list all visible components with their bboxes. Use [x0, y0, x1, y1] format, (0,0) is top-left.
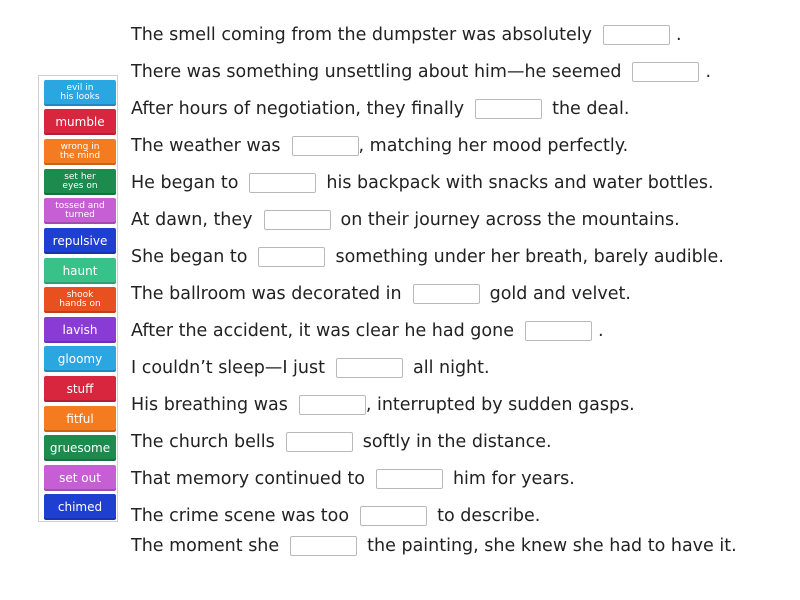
- sentence-row: [131, 59, 711, 85]
- sentence-row: [131, 355, 490, 381]
- word-tile[interactable]: gruesome: [44, 435, 116, 461]
- sentence-after-text: .: [675, 25, 682, 45]
- sentence-before-text: She began to: [131, 247, 248, 267]
- sentence-before-text: After hours of negotiation, they finally: [131, 99, 465, 119]
- word-tile[interactable]: mumble: [44, 109, 116, 135]
- sentence-row: [131, 429, 552, 455]
- word-tile[interactable]: tossed and turned: [44, 198, 116, 224]
- sentence-before-text: The weather was: [131, 136, 281, 156]
- sentence-row: [131, 533, 737, 559]
- answer-drop-slot[interactable]: [286, 432, 353, 452]
- sentence-after-text: to describe.: [437, 506, 541, 526]
- sentence-before-text: The smell coming from the dumpster was absolutely: [131, 25, 592, 45]
- word-tile[interactable]: repulsive: [44, 228, 116, 254]
- word-bank: [38, 75, 118, 522]
- word-tile[interactable]: gloomy: [44, 346, 116, 372]
- sentence-row: [131, 170, 714, 196]
- sentence-row: [131, 22, 682, 48]
- answer-drop-slot[interactable]: [258, 247, 325, 267]
- sentence-after-text: the deal.: [552, 99, 630, 119]
- answer-drop-slot[interactable]: [603, 25, 670, 45]
- answer-drop-slot[interactable]: [475, 99, 542, 119]
- sentence-before-text: He began to: [131, 173, 239, 193]
- sentence-after-text: him for years.: [452, 469, 575, 489]
- sentence-after-text: , interrupted by sudden gasps.: [365, 395, 635, 415]
- sentence-after-text: something under her breath, barely audible.: [335, 247, 724, 267]
- word-tile[interactable]: haunt: [44, 258, 116, 284]
- sentence-after-text: his backpack with snacks and water bottles.: [326, 173, 714, 193]
- sentence-after-text: the painting, she knew she had to have it.: [367, 536, 737, 556]
- word-tile[interactable]: set her eyes on: [44, 169, 116, 195]
- answer-drop-slot[interactable]: [249, 173, 316, 193]
- sentence-after-text: all night.: [412, 358, 490, 378]
- sentence-row: [131, 318, 604, 344]
- answer-drop-slot[interactable]: [525, 321, 592, 341]
- answer-drop-slot[interactable]: [360, 506, 427, 526]
- word-tile[interactable]: set out: [44, 465, 116, 491]
- sentence-before-text: The crime scene was too: [131, 506, 350, 526]
- answer-drop-slot[interactable]: [290, 536, 357, 556]
- word-tile[interactable]: stuff: [44, 376, 116, 402]
- sentence-after-text: .: [705, 62, 712, 82]
- sentence-before-text: His breathing was: [131, 395, 288, 415]
- word-tile[interactable]: wrong in the mind: [44, 139, 116, 165]
- word-tile[interactable]: lavish: [44, 317, 116, 343]
- sentence-before-text: At dawn, they: [131, 210, 253, 230]
- sentence-after-text: .: [597, 321, 604, 341]
- sentence-before-text: That memory continued to: [131, 469, 365, 489]
- sentence-before-text: The ballroom was decorated in: [131, 284, 402, 304]
- sentence-before-text: After the accident, it was clear he had gone: [131, 321, 514, 341]
- sentence-row: [131, 503, 540, 529]
- sentence-after-text: gold and velvet.: [489, 284, 631, 304]
- answer-drop-slot[interactable]: [264, 210, 331, 230]
- sentence-row: [131, 244, 724, 270]
- sentence-row: [131, 207, 680, 233]
- sentence-before-text: There was something unsettling about him—he seemed: [131, 62, 622, 82]
- answer-drop-slot[interactable]: [376, 469, 443, 489]
- answer-drop-slot[interactable]: [632, 62, 699, 82]
- sentence-row: [131, 392, 635, 418]
- sentence-after-text: , matching her mood perfectly.: [358, 136, 629, 156]
- sentence-row: [131, 466, 575, 492]
- answer-drop-slot[interactable]: [336, 358, 403, 378]
- answer-drop-slot[interactable]: [299, 395, 366, 415]
- sentence-before-text: The church bells: [131, 432, 275, 452]
- sentence-before-text: The moment she: [131, 536, 280, 556]
- sentence-after-text: softly in the distance.: [362, 432, 552, 452]
- sentence-row: [131, 281, 631, 307]
- sentence-row: [131, 133, 628, 159]
- word-tile[interactable]: evil in his looks: [44, 80, 116, 106]
- word-tile[interactable]: chimed: [44, 494, 116, 520]
- answer-drop-slot[interactable]: [413, 284, 480, 304]
- sentence-row: [131, 96, 629, 122]
- word-tile[interactable]: fitful: [44, 406, 116, 432]
- sentence-after-text: on their journey across the mountains.: [340, 210, 680, 230]
- sentence-before-text: I couldn’t sleep—I just: [131, 358, 325, 378]
- word-tile[interactable]: shook hands on: [44, 287, 116, 313]
- answer-drop-slot[interactable]: [292, 136, 359, 156]
